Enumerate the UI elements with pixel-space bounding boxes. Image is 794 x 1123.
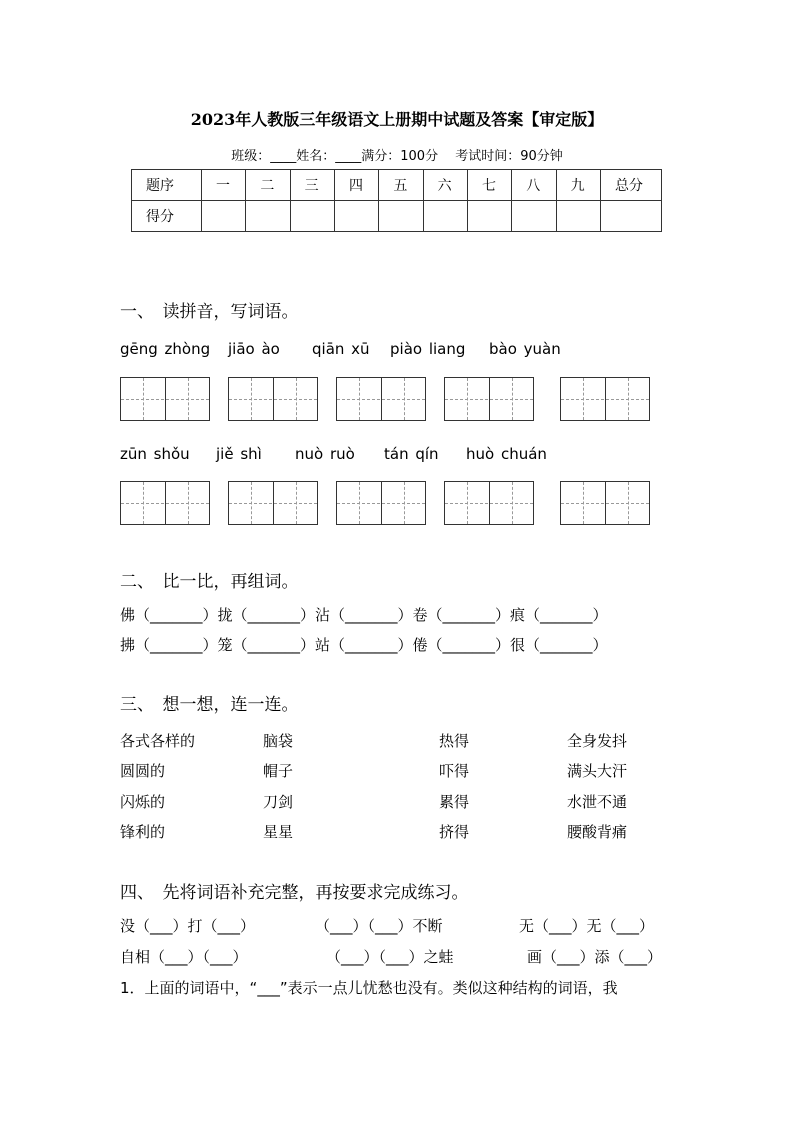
writing-grid[interactable] [120,377,210,421]
pinyin-label: nuò ruò [295,445,355,463]
match-item[interactable]: 热得 [439,732,470,750]
match-item[interactable]: 水泄不通 [567,793,628,811]
idiom-blank: 自相（___）（___） [120,948,248,966]
pinyin-label: huò chuán [466,445,547,463]
pinyin-label: bào yuàn [489,340,561,358]
score-header-cell: 六 [423,170,467,201]
score-input-cell[interactable] [467,201,511,232]
match-item[interactable]: 锋利的 [120,823,166,841]
score-header-cell: 二 [246,170,290,201]
match-item[interactable]: 腰酸背痛 [567,823,628,841]
score-table-header-row [132,170,662,201]
writing-grid[interactable] [444,377,534,421]
idiom-blank: 没（___）打（___） [120,917,256,935]
idiom-blank: （___）（___）之蛙 [326,948,454,966]
score-header-cell: 八 [512,170,556,201]
score-table-value-row [132,201,662,232]
section3-heading: 三、 想一想，连一连。 [120,695,299,715]
section2-heading: 二、 比一比，再组词。 [120,572,299,592]
match-item[interactable]: 帽子 [263,762,294,780]
idiom-blank: 画（___）添（___） [527,948,663,966]
score-input-cell[interactable] [512,201,556,232]
score-input-cell[interactable] [290,201,334,232]
question-text: 1．上面的词语中，“___”表示一点儿忧愁也没有。类似这种结构的词语，我 [120,979,618,997]
score-input-cell[interactable] [379,201,423,232]
match-item[interactable]: 刀剑 [263,793,294,811]
idiom-blank: 无（___）无（___） [519,917,655,935]
writing-grid[interactable] [228,377,318,421]
writing-grid[interactable] [336,377,426,421]
pinyin-label: jiāo ào [228,340,280,358]
writing-grid[interactable] [444,481,534,525]
score-header-cell: 题序 [132,170,202,201]
score-header-cell: 七 [467,170,511,201]
student-info-line: 班级：____姓名：____满分：100分 考试时间：90分钟 [231,149,563,164]
score-header-cell: 一 [202,170,246,201]
match-item[interactable]: 满头大汗 [567,762,628,780]
match-item[interactable]: 挤得 [439,823,470,841]
match-item[interactable]: 累得 [439,793,470,811]
writing-grid[interactable] [336,481,426,525]
score-header-cell: 五 [379,170,423,201]
pinyin-label: gēng zhòng [120,340,211,358]
section1-heading: 一、 读拼音，写词语。 [120,302,299,322]
idiom-blank: （___）（___）不断 [315,917,443,935]
pinyin-label: piào liang [390,340,466,358]
section4-heading: 四、 先将词语补充完整，再按要求完成练习。 [120,883,469,903]
pinyin-label: qiān xū [312,340,370,358]
score-header-cell: 九 [556,170,600,201]
match-item[interactable]: 星星 [263,823,294,841]
match-item[interactable]: 各式各样的 [120,732,196,750]
score-row-label: 得分 [132,201,202,232]
match-item[interactable]: 闪烁的 [120,793,166,811]
score-input-cell[interactable] [246,201,290,232]
score-header-cell: 四 [334,170,378,201]
score-header-cell: 总分 [601,170,662,201]
match-item[interactable]: 圆圆的 [120,762,166,780]
compare-row: 佛（_______）拢（_______）沾（_______）卷（_______）痕（_______） [120,606,608,624]
score-input-cell[interactable] [601,201,662,232]
pinyin-label: jiě shì [216,445,262,463]
score-input-cell[interactable] [556,201,600,232]
pinyin-label: tán qín [384,445,439,463]
match-item[interactable]: 吓得 [439,762,470,780]
writing-grid[interactable] [228,481,318,525]
compare-row: 拂（_______）笼（_______）站（_______）倦（_______）很（_______） [120,636,608,654]
match-item[interactable]: 脑袋 [263,732,294,750]
score-input-cell[interactable] [334,201,378,232]
pinyin-label: zūn shǒu [120,445,190,463]
writing-grid[interactable] [560,377,650,421]
score-input-cell[interactable] [423,201,467,232]
score-header-cell: 三 [290,170,334,201]
match-item[interactable]: 全身发抖 [567,732,628,750]
score-input-cell[interactable] [202,201,246,232]
score-table [131,169,662,232]
page-title: 2023年人教版三年级语文上册期中试题及答案【审定版】 [190,110,604,129]
writing-grid[interactable] [560,481,650,525]
writing-grid[interactable] [120,481,210,525]
